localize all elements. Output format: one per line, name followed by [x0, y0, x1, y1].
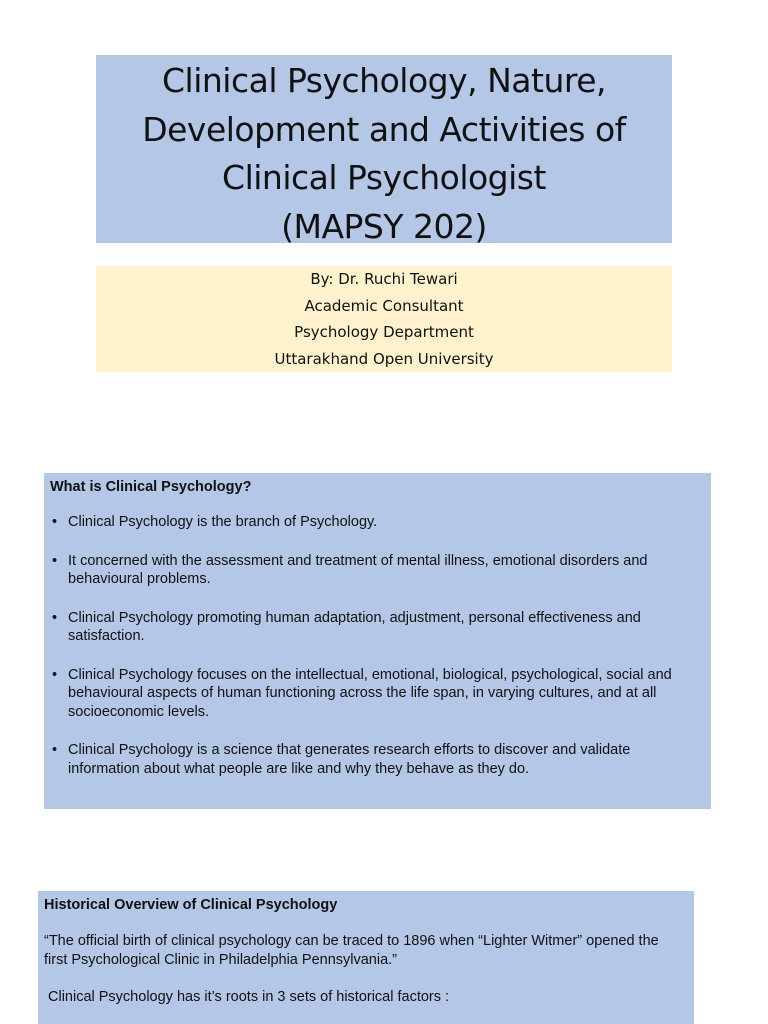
bullet-list [50, 513, 703, 778]
title-box [96, 55, 672, 246]
author-department: Psychology Department [294, 323, 474, 341]
bullet-item: • Clinical Psychology is a science that generates research efforts to discover and validate information about what people are like and why they behave as they do. [50, 741, 703, 778]
author-name: By: Dr. Ruchi Tewari [310, 270, 458, 288]
section-heading: Historical Overview of Clinical Psychology [44, 897, 338, 913]
what-is-clinical-psychology-section [44, 473, 711, 809]
author-role: Academic Consultant [304, 296, 464, 315]
bullet-item: • Clinical Psychology is the branch of Psychology. [50, 513, 703, 532]
author-box [96, 266, 672, 372]
history-quote: “The official birth of clinical psychology can be traced to 1896 when “Lighter Witmer” opened the first Psychological Clinic in Philadelphia Pennsylvania.” [44, 933, 659, 968]
historical-overview-section [38, 891, 694, 1024]
title-line-3: Clinical Psychologist [222, 158, 546, 197]
section-heading: What is Clinical Psychology? [50, 479, 252, 495]
bullet-item: • It concerned with the assessment and treatment of mental illness, emotional disorders and behavioural problems. [50, 552, 703, 589]
bullet-item: • Clinical Psychology promoting human adaptation, adjustment, personal effectiveness and satisfaction. [50, 609, 703, 646]
history-roots: Clinical Psychology has it’s roots in 3 sets of historical factors : [48, 989, 450, 1005]
title-line-4: (MAPSY 202) [281, 206, 487, 246]
title-line-1: Clinical Psychology, Nature, [162, 61, 606, 100]
bullet-item: • Clinical Psychology focuses on the intellectual, emotional, biological, psychological, social and behavioural aspects of human functioning across the life span, in varying cultures, and at all socioeconomic levels. [50, 666, 703, 722]
author-university: Uttarakhand Open University [274, 349, 494, 368]
title-line-2: Development and Activities of [142, 109, 626, 149]
